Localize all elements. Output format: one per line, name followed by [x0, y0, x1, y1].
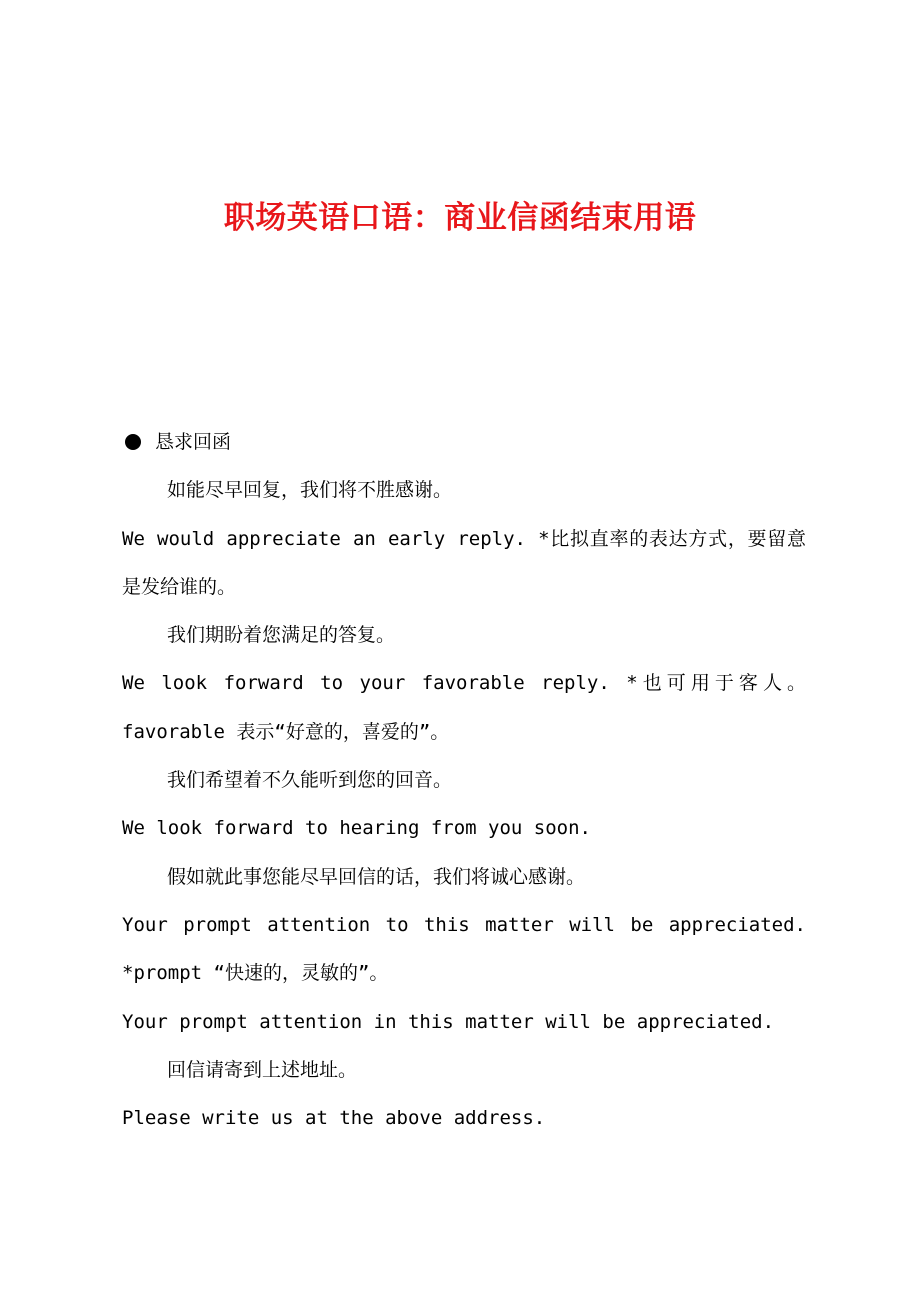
section-heading: 恳求回函 — [155, 431, 232, 453]
note-line: *prompt “快速的，灵敏的”。 — [122, 962, 389, 985]
english-sentence: Please write us at the above address. — [122, 1107, 546, 1130]
english-sentence: Your prompt attention in this matter will be appreciated. — [122, 1010, 775, 1033]
english-sentence: We look forward to hearing from you soon. — [122, 817, 591, 840]
english-sentence: We would appreciate an early reply. *比拟直率的表达方式，要留意 — [122, 527, 806, 550]
chinese-sentence: 我们期盼着您满足的答复。 — [167, 624, 396, 647]
section-heading-row — [122, 418, 806, 466]
document-title: 职场英语口语：商业信函结束用语 — [223, 200, 697, 236]
note-continuation: 是发给谁的。 — [122, 575, 237, 598]
chinese-sentence: 我们希望着不久能听到您的回音。 — [167, 769, 453, 792]
chinese-sentence: 假如就此事您能尽早回信的话，我们将诚心感谢。 — [167, 865, 586, 888]
note-continuation: favorable 表示“好意的，喜爱的”。 — [122, 720, 450, 743]
english-sentence: Your prompt attention to this matter will be appreciated. — [122, 913, 806, 936]
bullet-icon — [125, 434, 141, 450]
english-sentence: We look forward to your favorable reply. *也可用于客人。 — [122, 672, 806, 695]
chinese-sentence: 如能尽早回复，我们将不胜感谢。 — [167, 479, 453, 502]
document-body — [122, 418, 806, 1142]
chinese-sentence: 回信请寄到上述地址。 — [167, 1058, 358, 1081]
